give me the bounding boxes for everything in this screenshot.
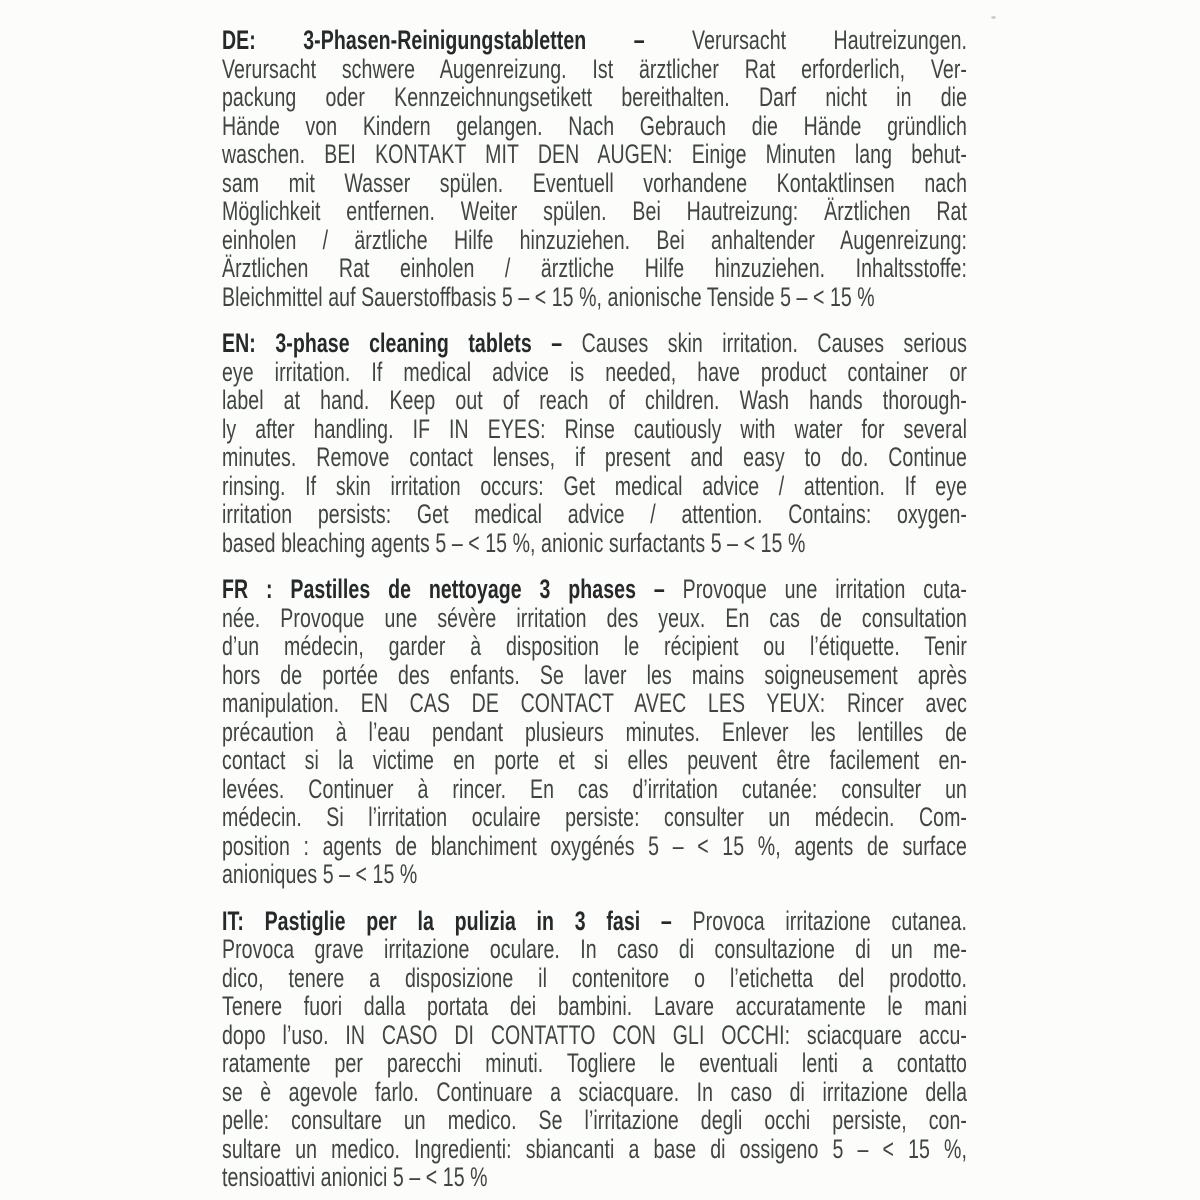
text-line: dico, tenere a disposizione il contenitore o l’etichetta del prodotto. [222,962,967,993]
text-line: sam mit Wasser spülen. Eventuell vorhandene Kontaktlinsen nach [222,167,967,198]
text-line: née. Provoque une sévère irritation des yeux. En cas de consultation [222,602,967,633]
heading-line-rest: Provoca irritazione cutanea. [671,905,968,936]
section-it [222,907,967,1192]
text-line: rinsing. If skin irritation occurs: Get medical advice / attention. If eye [222,470,967,501]
text-line [222,26,967,55]
text-line: tensioattivi anionici 5 – < 15 % [222,1162,488,1192]
section-en-heading: EN: 3-phase cleaning tablets – [222,328,563,358]
text-line: médecin. Si l’irritation oculaire persiste: consulter un médecin. Com- [222,802,967,832]
section-it-heading: IT: Pastiglie per la pulizia in 3 fasi – [222,905,672,936]
text-line: Tenere fuori dalla portata dei bambini. Lavare accuratamente le mani [222,991,967,1021]
text-line: pelle: consultare un medico. Se l’irritazione degli occhi persiste, con- [222,1105,967,1135]
text-line: position : agents de blanchiment oxygénés 5 – < 15 %, agents de surface [222,830,967,861]
text-line: waschen. BEI KONTAKT MIT DEN AUGEN: Einige Minuten lang behut- [222,139,967,169]
text-line: based bleaching agents 5 – < 15 %, anionic surfactants 5 – < 15 % [222,527,806,558]
text-line: d’un médecin, garder à disposition le récipient ou l’étiquette. Tenir [222,631,967,661]
heading-line-rest: Provoque une irritation cuta- [664,574,967,604]
text-line: Hände von Kindern gelangen. Nach Gebrauch die Hände gründlich [222,110,967,141]
heading-line-rest: Causes skin irritation. Causes serious [562,328,967,358]
text-line: Provoca grave irritazione oculare. In caso di consultazione di un me- [222,934,967,964]
text-line: eye irritation. If medical advice is needed, have product container or [222,356,967,387]
text-line: contact si la victime en porte et si elles peuvent être facilement en- [222,745,967,775]
heading-line-rest: Verursacht Hautreizungen. [644,25,968,55]
text-line: packung oder Kennzeichnungsetikett bereithalten. Darf nicht in die [222,82,967,112]
text-line: irritation persists: Get medical advice / attention. Contains: oxygen- [222,499,967,529]
text-line [222,575,967,604]
label-text-block [222,26,967,1192]
section-fr [222,575,967,889]
text-line: manipulation. EN CAS DE CONTACT AVEC LES YEUX: Rincer avec [222,688,967,718]
section-de-heading: DE: 3-Phasen-Reinigungstabletten – [222,25,645,55]
text-line: label at hand. Keep out of reach of children. Wash hands thorough- [222,385,967,415]
text-line: einholen / ärztliche Hilfe hinzuziehen. Bei anhaltender Augenreizung: [222,224,967,255]
text-line: Ärztlichen Rat einholen / ärztliche Hilfe hinzuziehen. Inhaltsstoffe: [222,253,967,283]
text-line: se è agevole farlo. Continuare a sciacquare. In caso di irritazione della [222,1076,967,1107]
text-line: Möglichkeit entfernen. Weiter spülen. Bei Hautreizung: Ärztlichen Rat [222,196,967,226]
text-line: Verursacht schwere Augenreizung. Ist ärztlicher Rat erforderlich, Ver- [222,53,967,84]
text-line: levées. Continuer à rincer. En cas d’irritation cutanée: consulter un [222,773,967,804]
text-line: dopo l’uso. IN CASO DI CONTATTO CON GLI OCCHI: sciacquare accu- [222,1019,967,1050]
text-line [222,907,967,936]
text-line: minutes. Remove contact lenses, if present and easy to do. Continue [222,442,967,472]
section-de [222,26,967,311]
text-line [222,329,967,358]
text-line: ratamente per parecchi minuti. Togliere le eventuali lenti a contatto [222,1048,967,1078]
section-en [222,329,967,557]
text-line: ly after handling. IF IN EYES: Rinse cautiously with water for several [222,413,967,444]
section-fr-heading: FR : Pastilles de nettoyage 3 phases – [222,574,665,604]
text-line: précaution à l’eau pendant plusieurs minutes. Enlever les lentilles de [222,716,967,747]
text-line: anioniques 5 – < 15 % [222,859,418,889]
text-line: hors de portée des enfants. Se laver les mains soigneusement après [222,659,967,690]
text-line: sultare un medico. Ingredienti: sbiancanti a base di ossigeno 5 – < 15 %, [222,1133,967,1164]
scan-speck [991,16,996,19]
text-line: Bleichmittel auf Sauerstoffbasis 5 – < 15 %, anionische Tenside 5 – < 15 % [222,281,875,312]
